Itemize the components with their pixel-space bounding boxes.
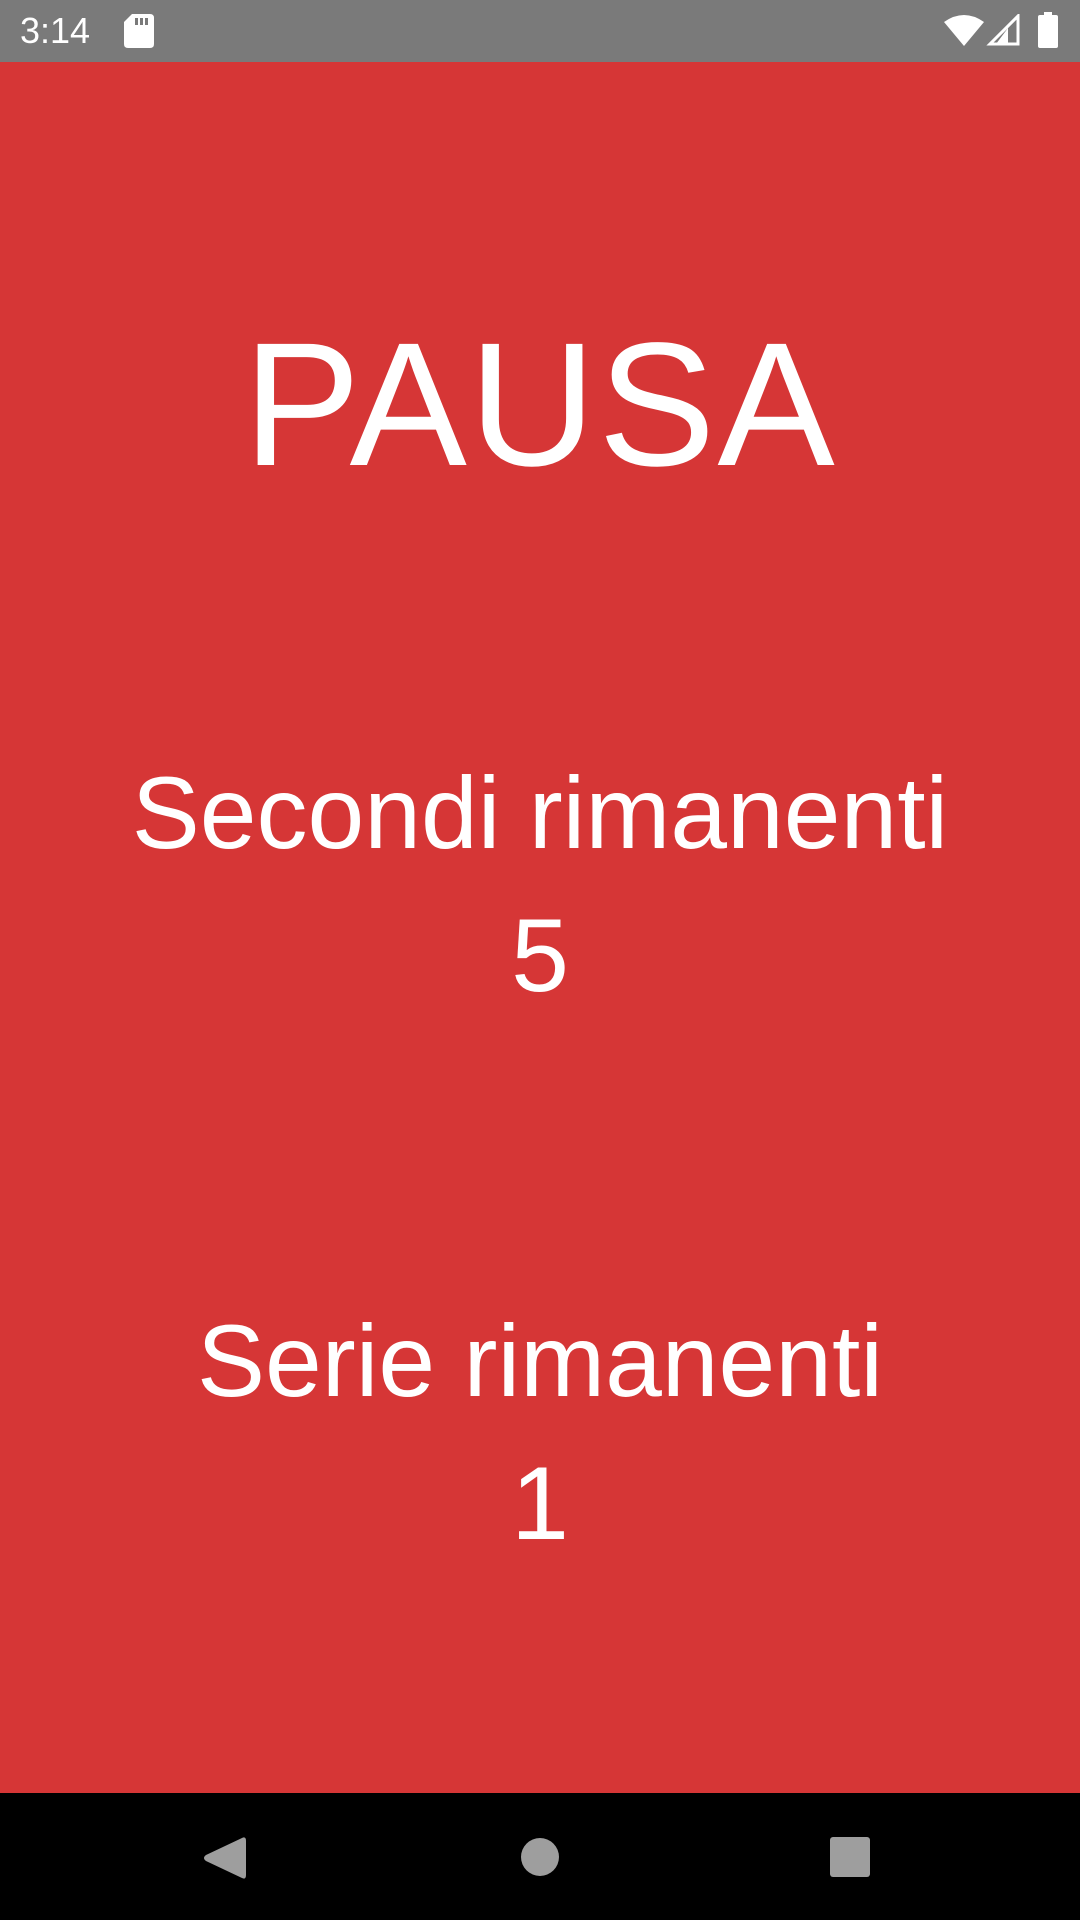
sd-card-icon (124, 14, 154, 48)
seconds-remaining-value: 5 (511, 898, 569, 1014)
seconds-remaining-label: Secondi rimanenti (131, 756, 949, 870)
wifi-icon (944, 14, 984, 46)
home-icon[interactable] (520, 1837, 560, 1877)
pause-title: PAUSA (243, 307, 837, 503)
series-remaining-value: 1 (511, 1446, 569, 1562)
status-time: 3:14 (20, 10, 91, 51)
navigation-bar (0, 1793, 1080, 1920)
pause-screen (0, 62, 1080, 1793)
back-icon[interactable] (202, 1835, 246, 1881)
series-remaining-label: Serie rimanenti (197, 1304, 883, 1418)
status-bar (0, 0, 1080, 62)
recents-icon[interactable] (830, 1837, 870, 1877)
battery-icon (1038, 12, 1058, 48)
signal-icon (986, 14, 1020, 46)
